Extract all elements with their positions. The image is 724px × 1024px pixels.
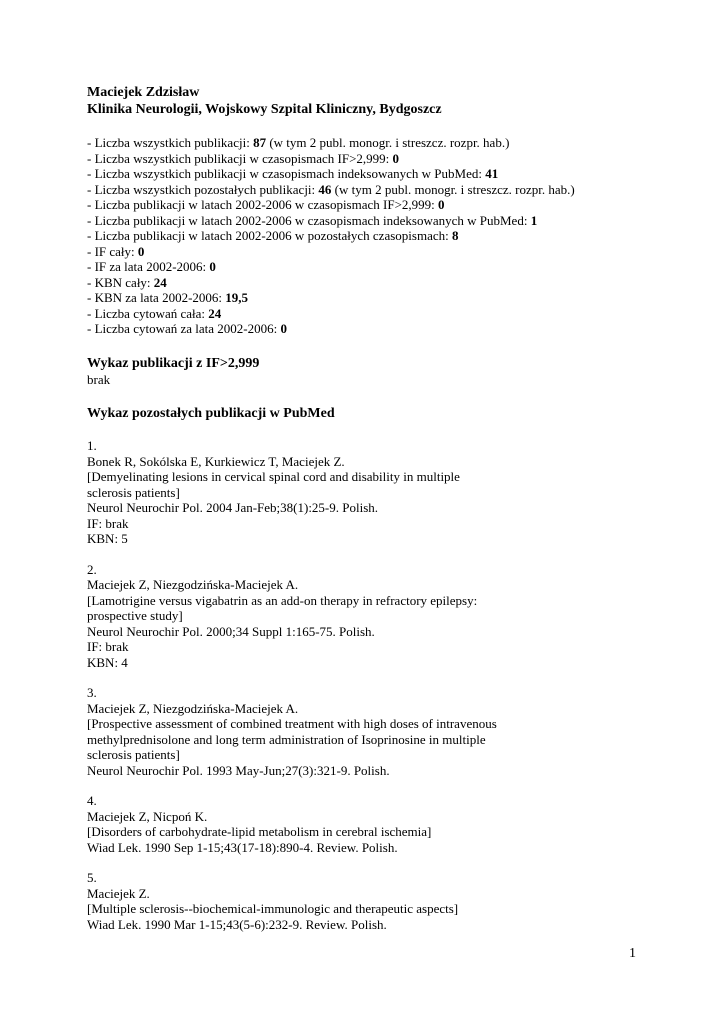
page-number: 1 (629, 946, 636, 961)
stat-line: - IF za lata 2002-2006: 0 (87, 259, 216, 274)
stat-line: - Liczba wszystkich publikacji w czasopismach IF>2,999: 0 (87, 150, 400, 166)
publication-entry: 4. Maciejek Z, Nicpoń K. [Disorders of carbohydrate-lipid metabolism in cerebral ischemia] Wiad Lek. 1990 Sep 1-15;43(17-18):890-4. Review. Polish. (87, 793, 432, 855)
stat-line: - Liczba cytowań za lata 2002-2006: 0 (87, 321, 287, 336)
publication-list (87, 438, 647, 932)
author-name: Maciejek Zdzisław (87, 85, 200, 100)
stat-line: - Liczba wszystkich publikacji w czasopismach indeksowanych w PubMed: 41 (87, 166, 499, 181)
document-page (87, 84, 647, 932)
publication-entry: 3. Maciejek Z, Niezgodzińska-Maciejek A. [Prospective assessment of combined treatment with high doses of intravenous methylprednisolone and long term administration of Isoprinosine in multiple sclerosis patients] Neurol Neurochir Pol. 1993 May-Jun;27(3):321-9. Polish. (87, 685, 497, 778)
publication-entry: 1. Bonek R, Sokólska E, Kurkiewicz T, Maciejek Z. [Demyelinating lesions in cervical spinal cord and disability in multiple sclerosis patients] Neurol Neurochir Pol. 2004 Jan-Feb;38(1):25-9. Polish. IF: brak KBN: 5 (87, 438, 460, 546)
stat-line: - Liczba wszystkich pozostałych publikacji: 46 (w tym 2 publ. monogr. i streszcz. rozpr. hab.) (87, 181, 575, 197)
if-section-content: brak (87, 371, 111, 387)
stat-line: - Liczba publikacji w latach 2002-2006 w czasopismach indeksowanych w PubMed: 1 (87, 212, 538, 228)
stat-line: - KBN za lata 2002-2006: 19,5 (87, 290, 249, 305)
publication-entry: 5. Maciejek Z. [Multiple sclerosis--biochemical-immunologic and therapeutic aspects] Wiad Lek. 1990 Mar 1-15;43(5-6):232-9. Review. Polish. (87, 870, 459, 932)
stat-line: - Liczba wszystkich publikacji: 87 (w tym 2 publ. monogr. i streszcz. rozpr. hab.) (87, 135, 510, 150)
stat-line: - Liczba cytowań cała: 24 (87, 305, 222, 321)
stat-line: - KBN cały: 24 (87, 274, 167, 290)
if-section-title: Wykaz publikacji z IF>2,999 (87, 355, 260, 371)
publication-entry: 2. Maciejek Z, Niezgodzińska-Maciejek A. [Lamotrigine versus vigabatrin as an add-on therapy in refractory epilepsy: prospective study] Neurol Neurochir Pol. 2000;34 Suppl 1:165-75. Polish. IF: brak KBN: 4 (87, 561, 478, 670)
stat-line: - IF cały: 0 (87, 243, 145, 259)
author-affiliation: Klinika Neurologii, Wojskowy Szpital Kliniczny, Bydgoszcz (87, 102, 442, 117)
pubmed-section-title: Wykaz pozostałych publikacji w PubMed (87, 406, 335, 421)
stat-line: - Liczba publikacji w latach 2002-2006 w pozostałych czasopismach: 8 (87, 228, 459, 243)
stat-line: - Liczba publikacji w latach 2002-2006 w czasopismach IF>2,999: 0 (87, 197, 445, 212)
publication-stats (87, 135, 647, 337)
